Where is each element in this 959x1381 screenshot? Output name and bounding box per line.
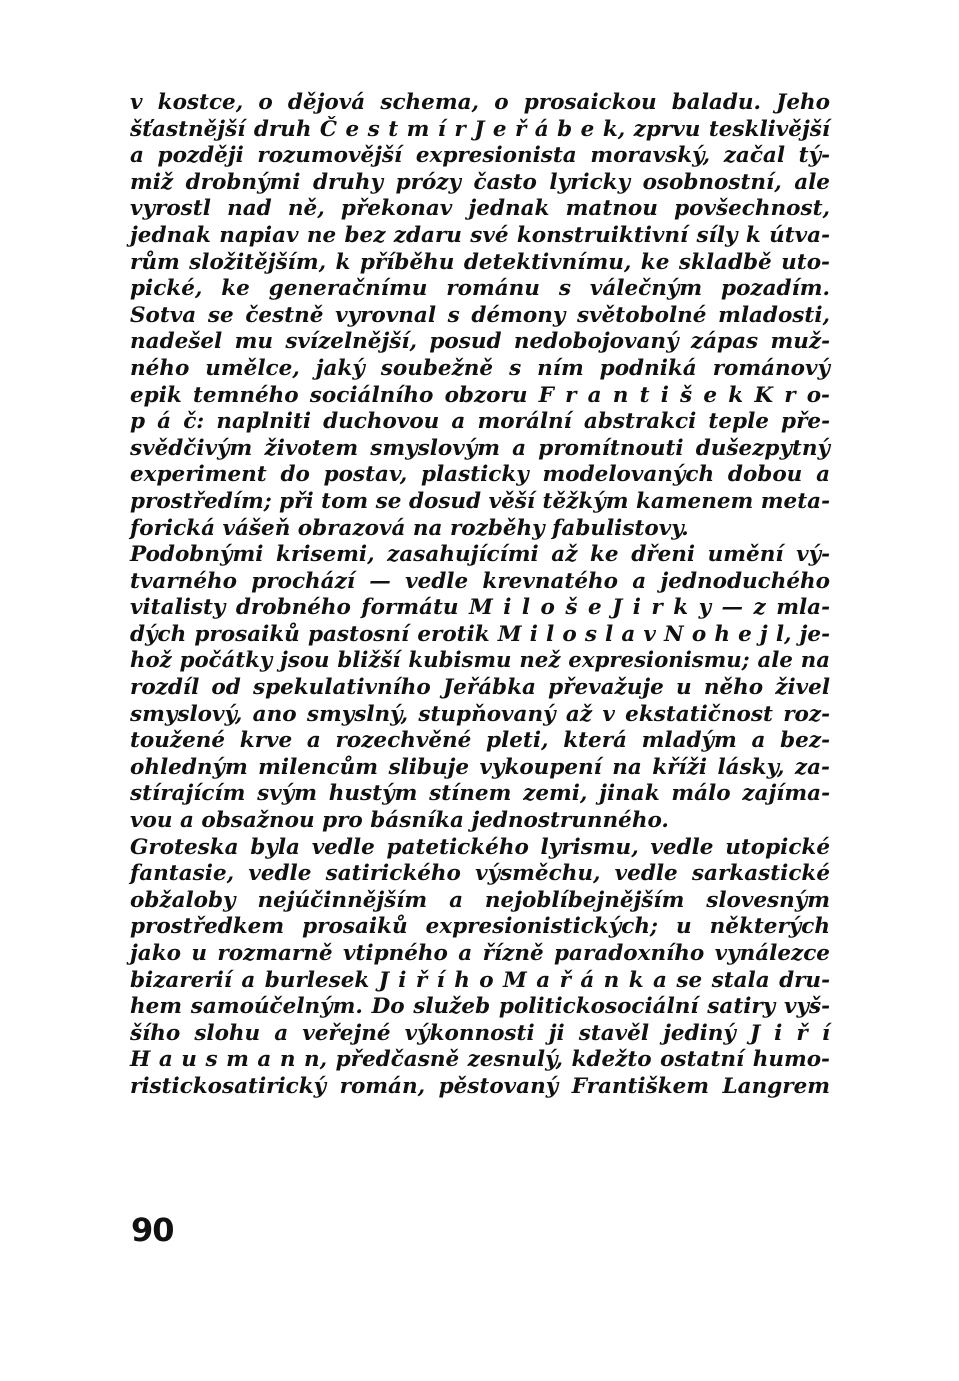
text-line: fantasie, vedle satirického výsměchu, vedle sarkastické	[130, 861, 830, 887]
text-line: epik temného sociálního obzoru F r a n t i š e k K r o-	[130, 382, 830, 408]
text-line: experiment do postav, plasticky modelovaných dobou a	[130, 462, 830, 488]
text-line: nadešel mu svízelnější, posud nedobojovaný zápas muž-	[130, 329, 830, 355]
text-line: ohledným milencům slibuje vykoupení na kříži lásky, za-	[130, 754, 830, 780]
text-line: ného umělce, jaký soubežně s ním podniká románový	[130, 355, 830, 381]
text-line: ristickosatirický román, pěstovaný Františkem Langrem	[130, 1073, 830, 1099]
text-line: Groteska byla vedle patetického lyrismu, vedle utopické	[130, 834, 830, 860]
text-line: toužené krve a rozechvěné pleti, která mladým a bez-	[130, 728, 830, 754]
page-number: 90	[131, 1211, 174, 1249]
text-line: rům složitějším, k příběhu detektivnímu, ke skladbě uto-	[130, 249, 830, 275]
page-text	[130, 90, 830, 1101]
text-line: pické, ke generačnímu románu s válečným pozadím.	[130, 276, 830, 302]
paragraph-end-line: forická vášeň obrazová na rozběhy fabulistovy.	[130, 515, 689, 541]
text-line: jako u rozmarně vtipného a řízně paradoxního vynálezce	[130, 941, 830, 966]
text-line: Sotva se čestně vyrovnal s démony světobolné mladosti,	[130, 302, 830, 328]
text-line: Podobnými krisemi, zasahujícími až ke dřeni umění vý-	[130, 542, 830, 568]
text-line: a později rozumovější expresionista moravský, začal tý-	[130, 143, 830, 169]
text-line: tvarného prochází — vedle krevnatého a jednoduchého	[130, 568, 830, 594]
text-line: prostředím; při tom se dosud věší těžkým kamenem meta-	[130, 488, 830, 514]
text-line: smyslový, ano smyslný, stupňovaný až v ekstatičnost roz-	[130, 701, 830, 727]
text-line: šího slohu a veřejné výkonnosti ji stavěl jediný J i ř í	[130, 1020, 830, 1046]
text-line: H a u s m a n n, předčasně zesnulý, kdežto ostatní humo-	[130, 1047, 830, 1073]
text-line: miž drobnými druhy prózy často lyricky osobnostní, ale	[130, 169, 830, 195]
text-line: obžaloby nejúčinnějším a nejoblíbejnějším slovesným	[130, 887, 830, 913]
text-line: p á č: naplniti duchovou a morální abstrakci teple pře-	[130, 409, 830, 435]
text-line: prostředkem prosaiků expresionistických; u některých	[130, 914, 830, 940]
paragraph-end-line: vou a obsažnou pro básníka jednostrunného.	[130, 808, 669, 834]
text-line: stírajícím svým hustým stínem zemi, jinak málo zajíma-	[130, 781, 830, 807]
text-line: svědčivým životem smyslovým a promítnouti dušezpytný	[130, 435, 830, 461]
text-line: rozdíl od spekulativního Jeřábka převažuje u něho živel	[130, 675, 830, 701]
text-line: vitalisty drobného formátu M i l o š e J i r k y — z mla-	[130, 595, 830, 621]
text-line: jednak napiav ne bez zdaru své konstruiktivní síly k útva-	[130, 222, 830, 248]
text-line: dých prosaiků pastosní erotik M i l o s l a v N o h e j l, je-	[130, 621, 830, 647]
text-line: bizarerií a burlesek J i ř í h o M a ř á n k a se stala dru-	[130, 967, 830, 993]
text-line: hož počátky jsou bližší kubismu než expresionismu; ale na	[130, 648, 830, 674]
text-line: vyrostl nad ně, překonav jednak matnou povšechnost,	[130, 196, 830, 222]
text-line: šťastnější druh Č e s t m í r J e ř á b e k, zprvu tesklivější	[130, 116, 830, 142]
text-line: v kostce, o dějová schema, o prosaickou baladu. Jeho	[130, 90, 830, 115]
text-line: hem samoúčelným. Do služeb politickosociální satiry vyš-	[130, 994, 830, 1020]
